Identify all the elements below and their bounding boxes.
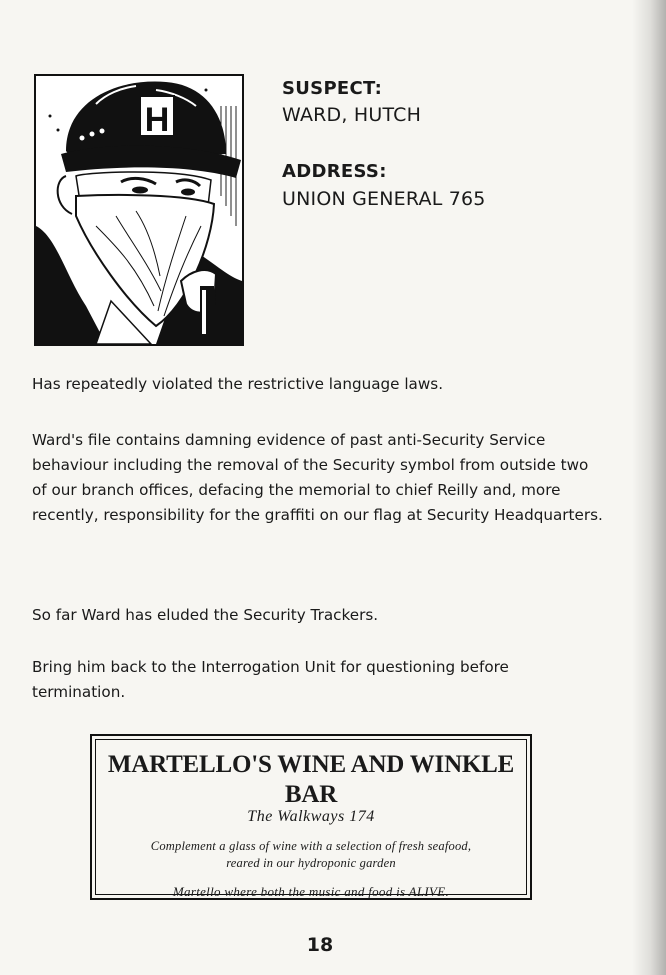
advert-box (90, 734, 532, 900)
advert-description (96, 838, 526, 872)
paragraph-eluded: So far Ward has eluded the Security Trackers. (32, 606, 379, 624)
helmet-emblem: H (144, 101, 170, 139)
advert-description-line-2: reared in our hydroponic garden (226, 856, 396, 870)
advert-address: The Walkways 174 (247, 808, 375, 825)
advert-title: MARTELLO'S WINE AND WINKLE BAR (107, 751, 515, 808)
address-label: ADDRESS: (282, 161, 387, 182)
suspect-label: SUSPECT: (282, 78, 383, 99)
advert-description-line-1: Complement a glass of wine with a selection of fresh seafood, (150, 839, 472, 853)
paragraph-violation: Has repeatedly violated the restrictive language laws. (32, 375, 444, 393)
paragraph-orders: Bring him back to the Interrogation Unit for questioning before termination. (32, 658, 509, 701)
page-edge-shadow (632, 0, 666, 975)
suspect-name: WARD, HUTCH (282, 104, 422, 126)
advert-inner-frame (95, 739, 527, 899)
advert-tagline: Martello where both the music and food is ALIVE. (172, 884, 450, 899)
paragraph-file-evidence: Ward's file contains damning evidence of past anti-Security Service behaviour including the removal of the Security symbol from outside two of our branch offices, defacing the memorial to chief Reilly and, more recently, responsibility for the graffiti on our flag at Security Headquarters. (32, 431, 603, 524)
page-number: 18 (306, 934, 334, 956)
address-value: UNION GENERAL 765 (282, 188, 486, 210)
suspect-illustration (34, 74, 244, 346)
